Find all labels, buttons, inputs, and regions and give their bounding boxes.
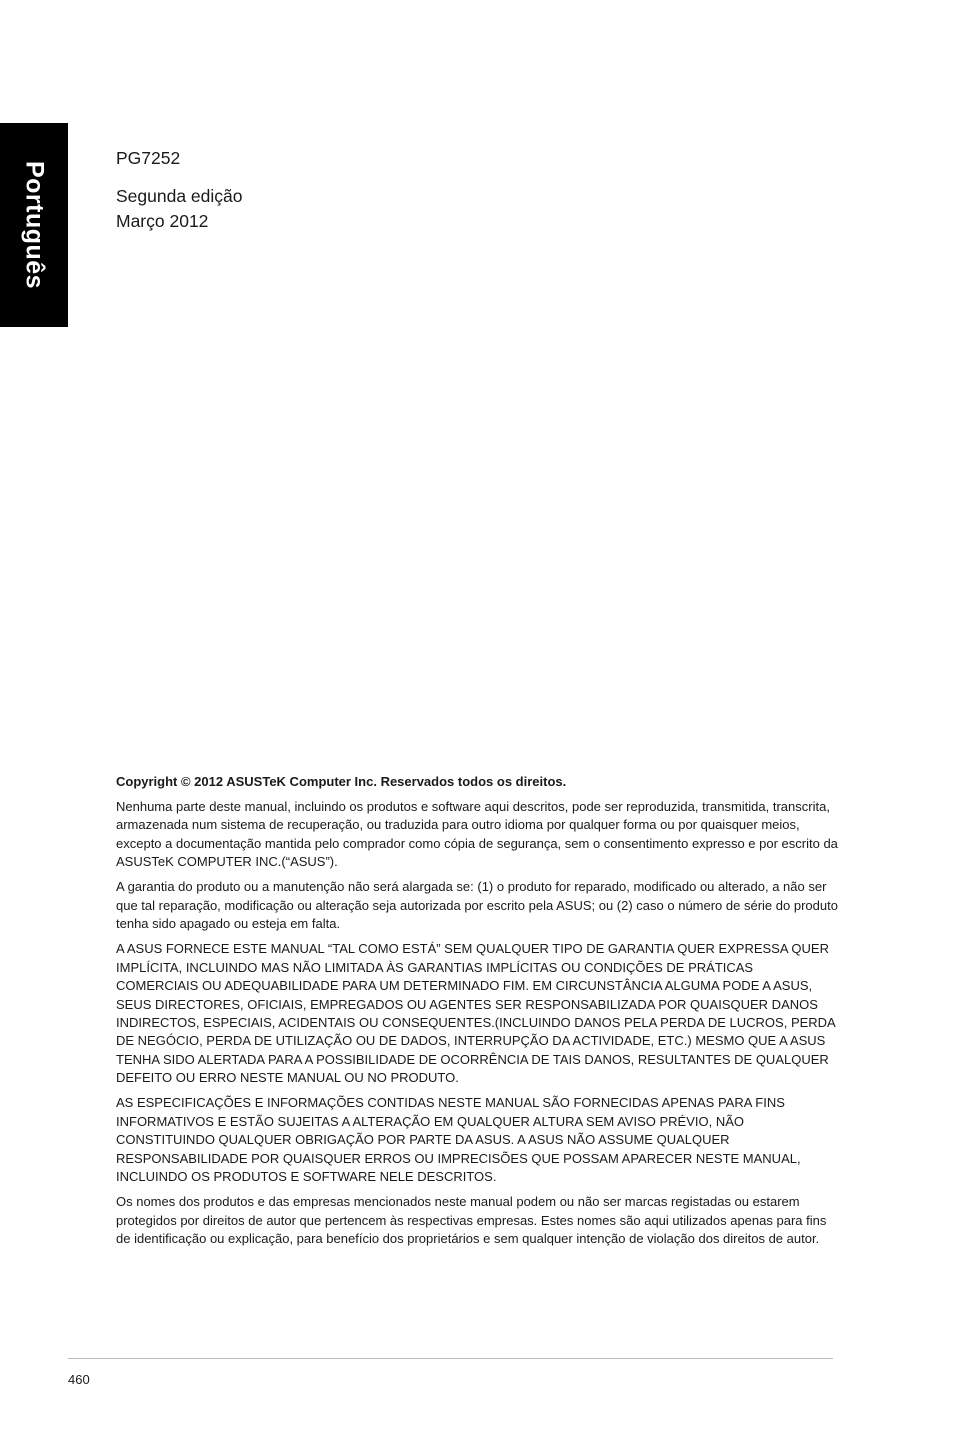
page-number: 460 (68, 1372, 90, 1387)
legal-paragraph: A garantia do produto ou a manutenção não será alargada se: (1) o produto for reparado, modificado ou alterado, a não ser que tal reparação, modificação ou alteração seja autorizada por escrito pela ASUS; ou (2) caso o número de série do produto tenha sido apagado ou esteja em falta. (116, 879, 838, 932)
model-number: PG7252 (116, 148, 181, 168)
legal-notice (116, 773, 838, 1255)
language-label: Português (20, 160, 49, 290)
legal-paragraph: Os nomes dos produtos e das empresas mencionados neste manual podem ou não ser marcas registadas ou estarem protegidos por direitos de autor que pertencem às respectivas empresas. Estes nomes são aqui utilizados apenas para fins de identificação ou explicação, para benefício dos proprietários e sem qualquer intenção de violação dos direitos de autor. (116, 1194, 827, 1247)
edition-date: Março 2012 (116, 211, 209, 231)
copyright-line: Copyright © 2012 ASUSTeK Computer Inc. Reservados todos os direitos. (116, 774, 567, 789)
edition-block (116, 184, 243, 234)
footer-divider (68, 1358, 833, 1359)
language-side-tab (0, 123, 68, 327)
legal-paragraph: Nenhuma parte deste manual, incluindo os produtos e software aqui descritos, pode ser reproduzida, transmitida, transcrita, armazenada num sistema de recuperação, ou traduzida para outro idioma por qualquer forma ou por quaisquer meios, excepto a documentação mantida pelo comprador como cópia de segurança, sem o consentimento expresso e por escrito da ASUSTeK COMPUTER INC.(“ASUS”). (116, 798, 838, 870)
edition-label: Segunda edição (116, 186, 243, 206)
legal-paragraph: A ASUS FORNECE ESTE MANUAL “TAL COMO ESTÁ” SEM QUALQUER TIPO DE GARANTIA QUER EXPRESSA QUER IMPLÍCITA, INCLUINDO MAS NÃO LIMITADA ÀS GARANTIAS IMPLÍCITAS OU CONDIÇÕES DE PRÁTICAS COMERCIAIS OU ADEQUABILIDADE PARA UM DETERMINADO FIM. EM CIRCUNSTÂNCIA ALGUMA PODE A ASUS, SEUS DIRECTORES, OFICIAIS, EMPREGADOS OU AGENTES SER RESPONSABILIZADA POR QUAISQUER DANOS INDIRECTOS, ESPECIAIS, ACIDENTAIS OU CONSEQUENTES.(INCLUINDO DANOS PELA PERDA DE LUCROS, PERDA DE NEGÓCIO, PERDA DE UTILIZAÇÃO OU DE DADOS, INTERRUPÇÃO DA ACTIVIDADE, ETC.) MESMO QUE A ASUS TENHA SIDO ALERTADA PARA A POSSIBILIDADE DE OCORRÊNCIA DE TAIS DANOS, RESULTANTES DE QUALQUER DEFEITO OU ERRO NESTE MANUAL OU NO PRODUTO. (116, 941, 836, 1086)
legal-paragraph: AS ESPECIFICAÇÕES E INFORMAÇÕES CONTIDAS NESTE MANUAL SÃO FORNECIDAS APENAS PARA FINS INFORMATIVOS E ESTÃO SUJEITAS A ALTERAÇÃO EM QUALQUER ALTURA SEM AVISO PRÉVIO, NÃO CONSTITUINDO QUALQUER OBRIGAÇÃO POR PARTE DA ASUS. A ASUS NÃO ASSUME QUALQUER RESPONSABILIDADE POR QUAISQUER ERROS OU IMPRECISÕES QUE POSSAM APARECER NESTE MANUAL, INCLUINDO OS PRODUTOS E SOFTWARE NELE DESCRITOS. (116, 1095, 801, 1185)
